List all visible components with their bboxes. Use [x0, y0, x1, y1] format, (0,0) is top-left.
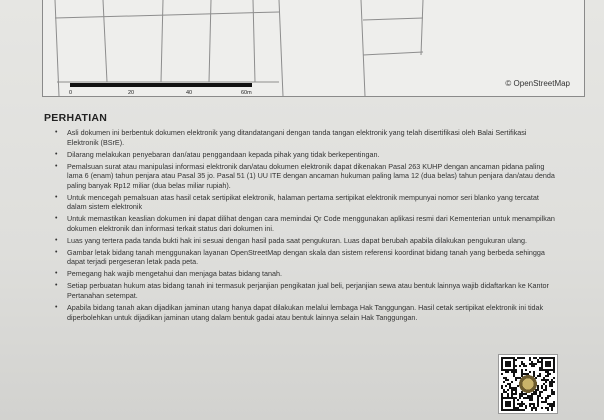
qr-code-icon[interactable]	[498, 354, 558, 414]
bullet-icon: •	[55, 282, 58, 290]
notice-item: • Setiap perbuatan hukum atas bidang tanah ini termasuk perjanjian pengikatan jual beli, perjanjian sewa atau bentuk lainnya wajib didaftarkan ke Kantor Pertanahan setempat.	[55, 281, 549, 301]
scale-label-40: 40	[186, 90, 193, 96]
osm-attribution: © OpenStreetMap	[505, 79, 570, 88]
notice-item: • Untuk mencegah pemalsuan atas hasil cetak sertipikat elektronik, halaman pertama sertipikat elektronik mempunyai nomor seri blanko yang tercatat dalam sistem elektronik	[55, 192, 539, 212]
notice-item: • Gambar letak bidang tanah menggunakan layanan OpenStreetMap dengan skala dan sistem referensi koordinat bidang tanah yang berbeda sehingga dapat terjadi pergeseran letak pada peta.	[55, 247, 545, 267]
bullet-icon: •	[55, 270, 58, 278]
scale-label-20: 20	[128, 90, 135, 96]
notice-item: • Asli dokumen ini berbentuk dokumen elektronik yang ditandatangani dengan tanda tangan elektronik yang telah disertifikasi oleh Balai Sertifikasi Elektronik (BSrE).	[55, 128, 527, 147]
bullet-icon: •	[55, 150, 58, 158]
notice-item: • Apabila bidang tanah akan dijadikan jaminan utang hanya dapat dilakukan melalui lembaga Hak Tanggungan. Hasil cetak sertipikat elektronik ini tidak diperbolehkan untuk dijadikan jaminan utang dalam bentuk gadai atau bentuk lainnya selain Hak Tanggungan.	[55, 303, 544, 322]
notice-item: • Pemalsuan surat atau manipulasi informasi elektronik dan/atau dokumen elektronik dapat dikenakan Pasal 263 KUHP dengan ancaman pidana paling lama 6 (enam) tahun penjara atau Pasal 35 jo. Pasal 51 (1) UU ITE dengan ancaman hukuman paling lama 12 (dua belas) tahun penjara dan/atau denda paling banyak Rp12 miliar (dua belas miliar rupiah).	[55, 161, 555, 190]
notice-item: • Pemegang hak wajib mengetahui dan menjaga batas bidang tanah.	[55, 269, 282, 279]
bullet-icon: •	[55, 304, 58, 312]
bullet-icon: •	[55, 193, 58, 201]
map-parcel-lines	[43, 0, 584, 96]
notice-list	[55, 128, 560, 325]
scale-label-0: 0	[69, 90, 73, 96]
notice-item: • Luas yang tertera pada tanda bukti hak ini sesuai dengan hasil pada saat pengukuran. Luas dapat berubah apabila dilakukan pengukuran ulang.	[55, 235, 527, 245]
bullet-icon: •	[55, 129, 58, 136]
bullet-icon: •	[55, 162, 58, 170]
bullet-icon: •	[55, 248, 58, 256]
map-scale-bar	[70, 83, 252, 87]
notice-heading: PERHATIAN	[44, 112, 108, 124]
notice-item: • Dilarang melakukan penyebaran dan/atau penggandaan kepada pihak yang tidak berkepentingan.	[55, 149, 380, 159]
scale-label-60m: 60m	[241, 90, 252, 96]
bullet-icon: •	[55, 236, 58, 244]
notice-item: • Untuk memastikan keaslian dokumen ini dapat dilihat dengan cara memindai Qr Code menggunakan aplikasi resmi dari Kementerian untuk menampilkan dokumen elektronik dan informasi terkait status dari dokumen ini.	[55, 214, 555, 233]
bullet-icon: •	[55, 215, 58, 223]
